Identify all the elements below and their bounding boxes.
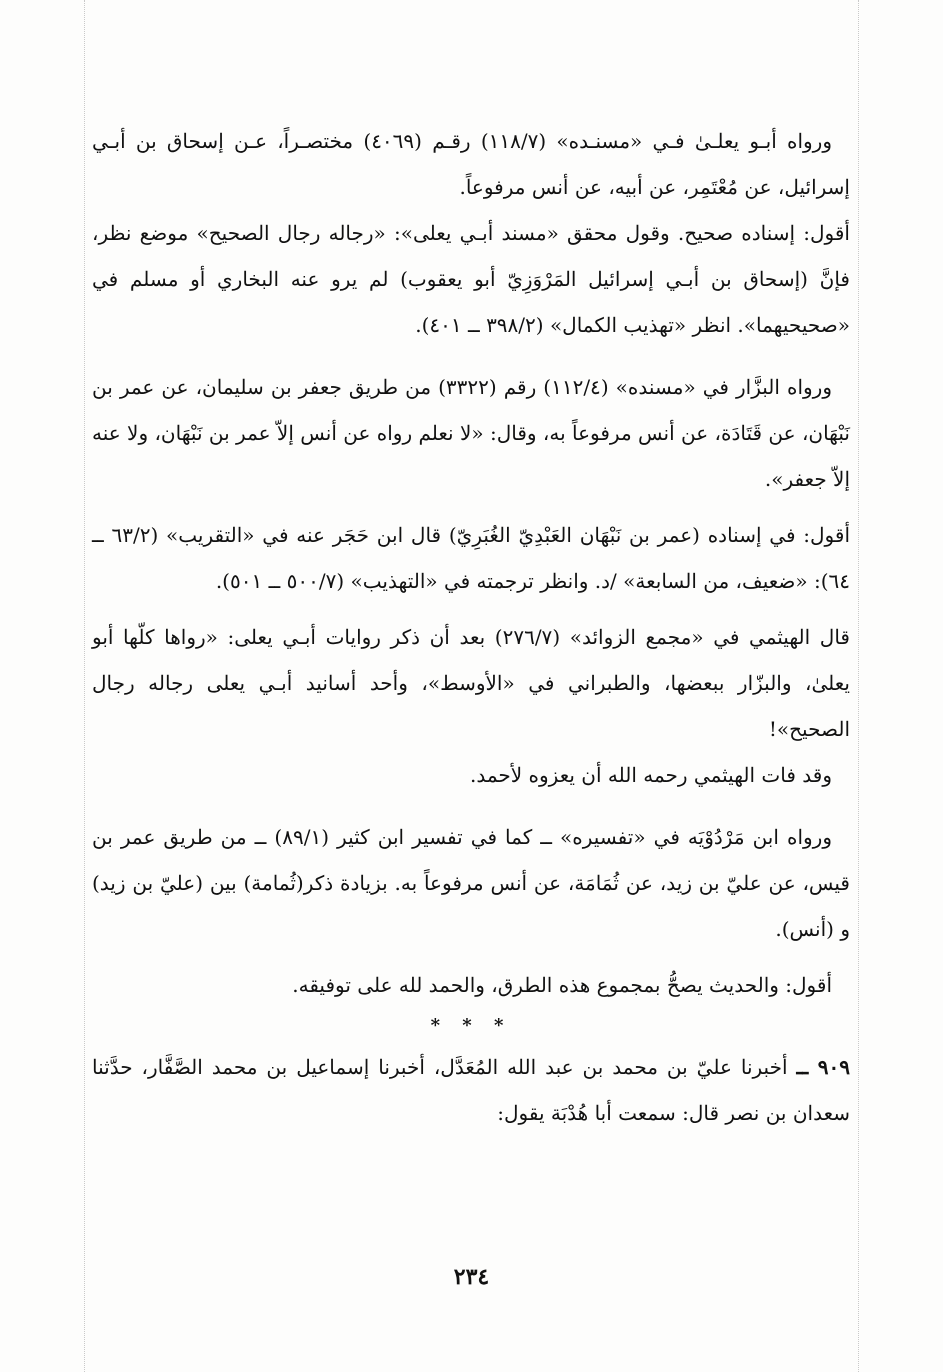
paragraph-haythami-note: وقد فات الهيثمي رحمه الله أن يعزوه لأحمد. — [470, 763, 832, 787]
paragraph-comment-isnad: أقول: إسناده صحيح. وقول محقق «مسند أبـي يعلى»: «رجاله رجال الصحيح» موضع نظر، فإنَّ (إسحاق بن أبـي إسرائيل المَرْوَزِيّ أبو يعقوب) لم يرو عنه البخاري أو مسلم في «صحيحيهما». انظر «تهذيب الكمال» (٣٩٨/٢ ــ ٤٠١). — [92, 221, 850, 337]
paragraph-comment-umar-nabhan: أقول: في إسناده (عمر بن نَبْهَان العَبْدِيّ الغُبَرِيّ) قال ابن حَجَر عنه في «التقريب» (٦٣/٢ ــ ٦٤): «ضعيف، من السابعة» /د. وانظر ترجمته في «التهذيب» (٥٠٠/٧ ــ ٥٠١). — [92, 523, 850, 593]
paragraph-ibn-marduyah-narration: ورواه ابن مَرْدُوْيَه في «تفسيره» ــ كما في تفسير ابن كثير (٨٩/١) ــ من طريق عمر بن قيس، عن عليّ بن زيد، عن ثُمَامَة، عن أنس مرفوعاً به. بزيادة ذكر(ثُمامة) بين (عليّ بن زيد) و (أنس). — [92, 825, 850, 941]
paragraph-conclusion: أقول: والحديث يصحُّ بمجموع هذه الطرق، والحمد لله على توفيقه. — [292, 973, 832, 997]
hadith-number: ٩٠٩ ــ — [796, 1055, 850, 1079]
page-body — [92, 118, 850, 1136]
paragraph-bazzar-narration: ورواه البزَّار في «مسنده» (١١٢/٤) رقم (٣٣٢٢) من طريق جعفر بن سليمان، عن عمر بن نَبْهَان، عن قَتَادَة، عن أنس مرفوعاً به، وقال: «لا نعلم رواه عن أنس إلاّ عمر بن نَبْهَان، ولا عنه إلاّ جعفر». — [92, 375, 850, 491]
section-separator: * * * — [430, 1015, 512, 1036]
hadith-text: أخبرنا عليّ بن محمد بن عبد الله المُعَدَّل، أخبرنا إسماعيل بن محمد الصَّفَّار، حدَّثنا سعدان بن نصر قال: سمعت أبا هُدْبَة يقول: — [92, 1055, 850, 1125]
paragraph-abu-yala-narration: ورواه أبـو يعلـىٰ فـي «مسنـده» (١١٨/٧) رقـم (٤٠٦٩) مختصـراً، عـن إسحاق بن أبـي إسرائيل، عن مُعْتَمِر، عن أبيه، عن أنس مرفوعاً. — [92, 129, 850, 199]
hadith-entry — [92, 1044, 850, 1136]
right-margin-guide — [858, 0, 859, 1372]
left-margin-guide — [84, 0, 85, 1372]
paragraph-haythami-quote: قال الهيثمي في «مجمع الزوائد» (٢٧٦/٧) بعد أن ذكر روايات أبـي يعلى: «رواها كلّها أبو يعلىٰ، والبزّار ببعضها، والطبراني في «الأوسط»، وأحد أسانيد أبـي يعلى رجاله رجال الصحيح»! — [92, 625, 850, 741]
page-number: ٢٣٤ — [453, 1264, 490, 1290]
